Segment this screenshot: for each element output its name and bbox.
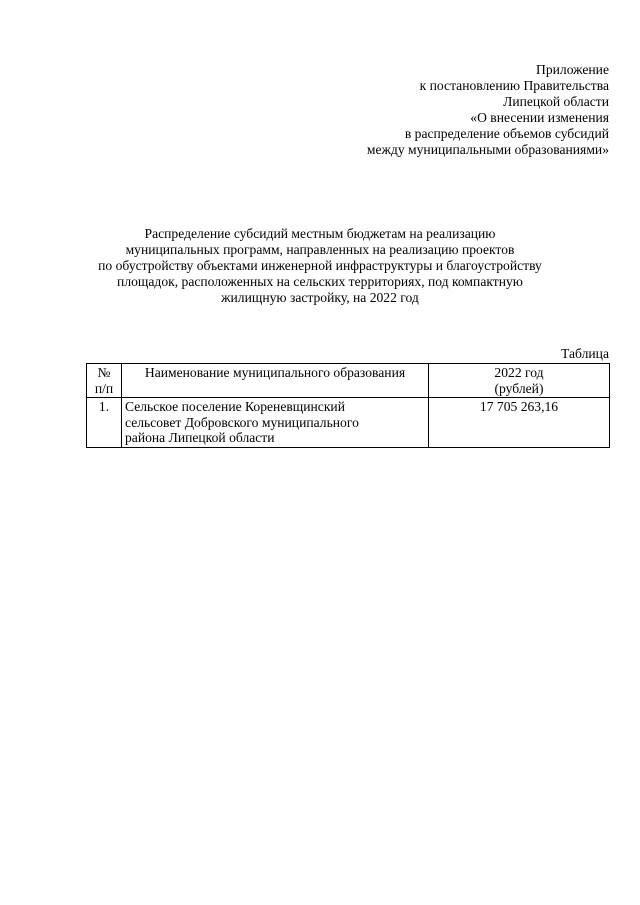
row-name-line: сельсовет Добровского муниципального — [125, 414, 359, 430]
header-number-line: п/п — [94, 380, 114, 396]
row-name — [122, 398, 429, 448]
row-amount: 17 705 263,16 — [429, 398, 610, 448]
title-line: Распределение субсидий местным бюджетам на реализацию — [144, 226, 496, 241]
document-title — [0, 226, 640, 306]
table-header-row — [87, 364, 610, 398]
header-amount-line: 2022 год — [494, 365, 544, 380]
subsidy-table — [86, 363, 610, 448]
header-name: Наименование муниципального образования — [122, 364, 429, 398]
title-line: муниципальных программ, направленных на реализацию проектов — [125, 242, 515, 257]
table-caption: Таблица — [561, 346, 609, 361]
table-row — [87, 398, 610, 448]
row-name-line: района Липецкой области — [125, 430, 275, 445]
appendix-line: Приложение — [536, 62, 609, 77]
title-line: жилищную застройку, на 2022 год — [221, 290, 419, 305]
appendix-line: между муниципальными образованиями» — [366, 142, 609, 157]
header-number-line: № — [97, 365, 111, 380]
row-number: 1. — [87, 398, 122, 448]
title-line: площадок, расположенных на сельских территориях, под компактную — [117, 274, 523, 289]
appendix-block — [367, 62, 609, 158]
appendix-line: «О внесении изменения — [470, 110, 609, 125]
row-name-line: Сельское поселение Кореневщинский — [125, 399, 345, 414]
appendix-line: Липецкой области — [503, 94, 609, 109]
header-number — [87, 364, 122, 398]
title-line: по обустройству объектами инженерной инфраструктуры и благоустройству — [98, 258, 542, 273]
appendix-line: к постановлению Правительства — [419, 78, 609, 93]
appendix-line: в распределение объемов субсидий — [404, 126, 609, 141]
header-amount — [429, 364, 610, 398]
header-amount-line: (рублей) — [494, 380, 544, 396]
